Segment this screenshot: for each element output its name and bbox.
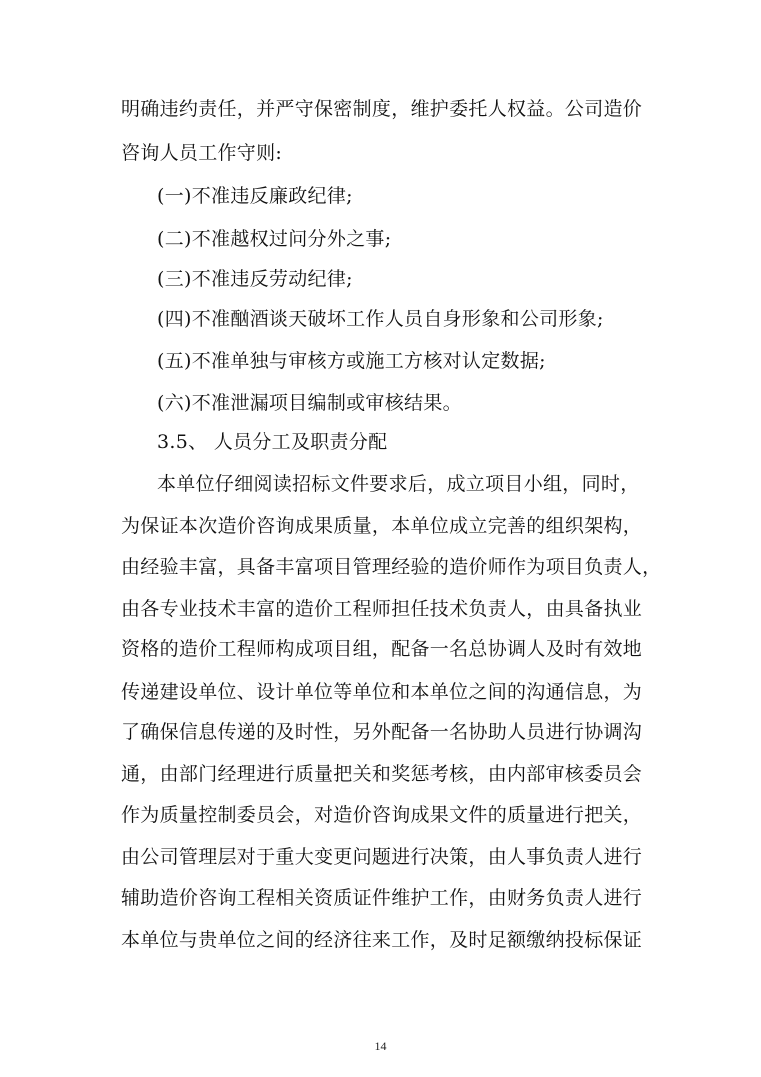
paragraph-line: 通，由部门经理进行质量把关和奖惩考核，由内部审核委员会: [121, 763, 643, 785]
page-number: 14: [374, 1039, 387, 1053]
paragraph-line: 作为质量控制委员会，对造价咨询成果文件的质量进行把关，: [121, 804, 643, 826]
list-item: (二)不准越权过问分外之事;: [157, 228, 392, 250]
paragraph-line: 了确保信息传递的及时性，另外配备一名协助人员进行协调沟: [121, 721, 643, 743]
paragraph-line: 资格的造价工程师构成项目组，配备一名总协调人及时有效地: [121, 638, 643, 660]
list-item: (三)不准违反劳动纪律;: [157, 268, 353, 290]
paragraph-line: 传递建设单位、设计单位等单位和本单位之间的沟通信息，为: [121, 681, 643, 703]
paragraph-line: 辅助造价咨询工程相关资质证件维护工作，由财务负责人进行: [121, 887, 643, 909]
text-line: 明确违约责任，并严守保密制度，维护委托人权益。公司造价: [121, 98, 643, 120]
paragraph-line: 由公司管理层对于重大变更问题进行决策，由人事负责人进行: [121, 846, 643, 868]
paragraph-line: 由各专业技术丰富的造价工程师担任技术负责人，由具备执业: [121, 598, 643, 620]
list-item: (一)不准违反廉政纪律;: [157, 185, 353, 207]
section-heading: 3.5、 人员分工及职责分配: [157, 431, 388, 453]
list-item: (五)不准单独与审核方或施工方核对认定数据;: [157, 350, 546, 372]
paragraph-line: 为保证本次造价咨询成果质量，本单位成立完善的组织架构，: [121, 515, 643, 537]
paragraph-line: 由经验丰富，具备丰富项目管理经验的造价师作为项目负责人，: [121, 556, 662, 578]
list-item: (六)不准泄漏项目编制或审核结果。: [157, 392, 462, 414]
paragraph-line: 本单位与贵单位之间的经济往来工作，及时足额缴纳投标保证: [121, 929, 643, 951]
text-line: 咨询人员工作守则:: [121, 142, 283, 164]
paragraph-line: 本单位仔细阅读招标文件要求后，成立项目小组，同时，: [157, 473, 640, 495]
list-item: (四)不准酗酒谈天破坏工作人员自身形象和公司形象;: [157, 308, 604, 330]
